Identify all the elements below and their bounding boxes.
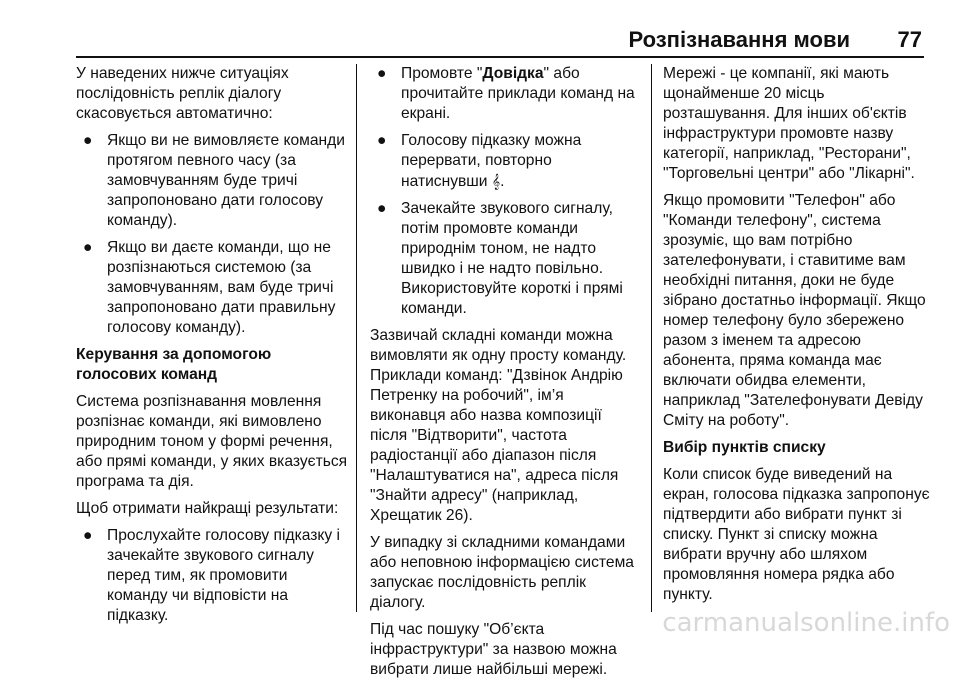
paragraph: Мережі - це компанії, які мають щонайменше 20 місць розташування. Для інших об'єктів інфраструктури промовте назву категорії, наприклад, "Ресторани", "Торговельні центри" або "Лікарні". [663, 65, 915, 182]
paragraph: Зазвичай складні команди можна вимовляти як одну просту команду. Приклади команд: "Дзвінок Андрію Петренку на робочий", ім’я виконавця або назва композиції після "Відтворити", частота радіостанції або діапазон після "Налаштуватися на", адреса після "Знайти адресу" (наприклад, Хрещатик 26). [370, 327, 627, 524]
tips-list [76, 526, 348, 626]
header-rule [76, 56, 924, 58]
paragraph: Щоб отримати найкращі результати: [76, 500, 339, 517]
page-header [0, 0, 960, 52]
bullet-icon: ● [377, 200, 387, 217]
list-item: ● Промовте "Довідка" або прочитайте приклади команд на екрані. [377, 65, 635, 122]
bullet-icon: ● [377, 65, 387, 82]
list-item: ● Прослухайте голосову підказку і зачекайте звукового сигналу перед тим, як промовити команду чи відповісти на підказку. [83, 527, 340, 624]
auto-cancel-list [76, 131, 348, 338]
paragraph: Під час пошуку "Об’єкта інфраструктури" за назвою можна вибрати лише найбільші мережі. [370, 621, 617, 678]
bullet-icon: ● [83, 239, 93, 256]
voice-button-icon: 𝄞 [491, 173, 501, 189]
page-number: 77 [897, 27, 922, 52]
list-item: ● Якщо ви даєте команди, що не розпізнаються системою (за замовчуванням, вам буде тричі запропоновано дати правильну голосову команду). [83, 239, 336, 336]
list-item: ● Зачекайте звукового сигналу, потім промовте команди природнім тоном, не надто швидко і не надто повільно. Використовуйте короткі і прямі команди. [377, 200, 623, 317]
paragraph: Якщо промовити "Телефон" або "Команди телефону", система зрозуміє, що вам потрібно зателефонувати, і ставитиме вам необхідні питання, доки не буде зібрано достатньо інформації. Якщо номер телефону було збережено разом з іменем та адресою абонента, пряма команда має включати обидва елементи, наприклад "Зателефонувати Девіду Сміту на роботу". [663, 192, 926, 429]
list-item: ● Голосову підказку можна перервати, повторно натиснувши 𝄞. [377, 132, 582, 190]
section-heading: Вибір пунктів списку [663, 439, 826, 456]
intro-paragraph: У наведених нижче ситуаціях послідовність реплік діалогу скасовується автоматично: [76, 65, 289, 122]
column-left [76, 64, 348, 633]
bullet-icon: ● [377, 132, 387, 149]
list-item: ● Якщо ви не вимовляєте команди протягом певного часу (за замовчуванням буде тричі запропоновано дати голосову команду). [83, 132, 345, 229]
bullet-icon: ● [83, 527, 93, 544]
page-title: Розпізнавання мови [628, 27, 850, 52]
paragraph: У випадку зі складними командами або неповною інформацією система запускає послідовність реплік діалогу. [370, 534, 634, 611]
help-command: Довідка [482, 65, 544, 82]
section-heading: Керування за допомогою голосових команд [76, 346, 272, 383]
paragraph: Коли список буде виведений на екран, голосова підказка запропонує підтвердити або вибрати пункт зі списку. Пункт зі списку можна вибрати вручну або шляхом промовляння номера рядка або пункту. [663, 466, 930, 603]
column-divider [651, 64, 652, 612]
column-right [663, 64, 935, 612]
paragraph: Система розпізнавання мовлення розпізнає команди, які вимовлено природним тоном у формі речення, або прямі команди, у яких вказується програма та дія. [76, 393, 348, 490]
column-middle [370, 64, 638, 687]
watermark: carmanualsonline.info [662, 608, 950, 638]
column-divider [356, 64, 357, 612]
tips-list-continued [370, 64, 638, 319]
bullet-icon: ● [83, 132, 93, 149]
